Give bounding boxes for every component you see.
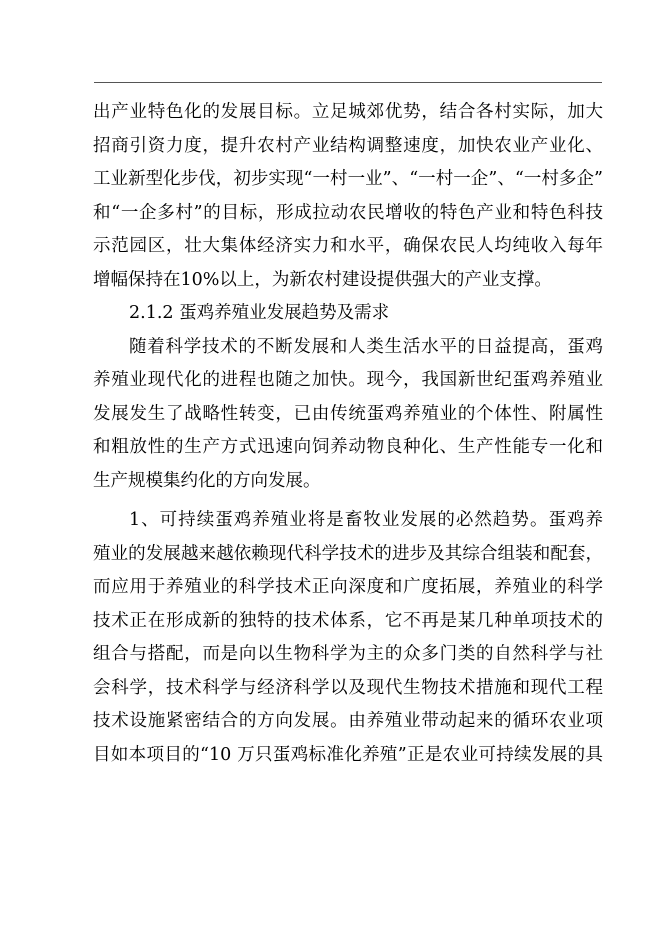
text-line: 1、可持续蛋鸡养殖业将是畜牧业发展的必然趋势。蛋鸡养 (129, 510, 603, 530)
text-line: 招商引资力度，提升农村产业结构调整速度，加快农业产业化、 (93, 135, 603, 156)
text-line: 发展发生了战略性转变，已由传统蛋鸡养殖业的个体性、附属性 (93, 403, 603, 424)
paragraph-2 (93, 331, 603, 499)
text-line: 增幅保持在10%以上，为新农村建设提供强大的产业支撑。 (93, 269, 552, 290)
paragraph-3 (93, 504, 603, 772)
text-line: 目如本项目的“10 万只蛋鸡标准化养殖”正是农业可持续发展的具 (93, 744, 603, 765)
text-line: 生产规模集约化的方向发展。 (93, 470, 321, 491)
text-line: 和粗放性的生产方式迅速向饲养动物良种化、生产性能专一化和 (93, 437, 603, 457)
text-line: 随着科学技术的不断发展和人类生活水平的日益提高，蛋鸡 (129, 336, 603, 357)
text-line: 养殖业现代化的进程也随之加快。现今，我国新世纪蛋鸡养殖业 (93, 370, 603, 390)
header-rule (94, 82, 602, 83)
section-heading: 2.1.2 蛋鸡养殖业发展趋势及需求 (129, 303, 390, 323)
text-line: 技术正在形成新的独特的技术体系，它不再是某几种单项技术的 (93, 610, 603, 631)
text-line: 会科学，技术科学与经济科学以及现代生物技术措施和现代工程 (93, 677, 603, 698)
text-line: 而应用于养殖业的科学技术正向深度和广度拓展，养殖业的科学 (93, 577, 603, 597)
text-line: 殖业的发展越来越依赖现代科学技术的进步及其综合组装和配套， (93, 543, 603, 564)
text-line: 组合与搭配，而是向以生物科学为主的众多门类的自然科学与社 (93, 644, 603, 664)
document-body (93, 96, 603, 772)
paragraph-1 (93, 96, 603, 297)
text-line: 和“一企多村”的目标，形成拉动农民增收的特色产业和特色科技 (93, 202, 603, 223)
text-line: 出产业特色化的发展目标。立足城郊优势，结合各村实际，加大 (93, 102, 603, 122)
text-line: 工业新型化步伐，初步实现“一村一业”、“一村一企”、“一村多企” (93, 169, 603, 189)
text-line: 技术设施紧密结合的方向发展。由养殖业带动起来的循环农业项 (93, 711, 603, 731)
text-line: 示范园区，壮大集体经济实力和水平，确保农民人均纯收入每年 (93, 236, 603, 256)
